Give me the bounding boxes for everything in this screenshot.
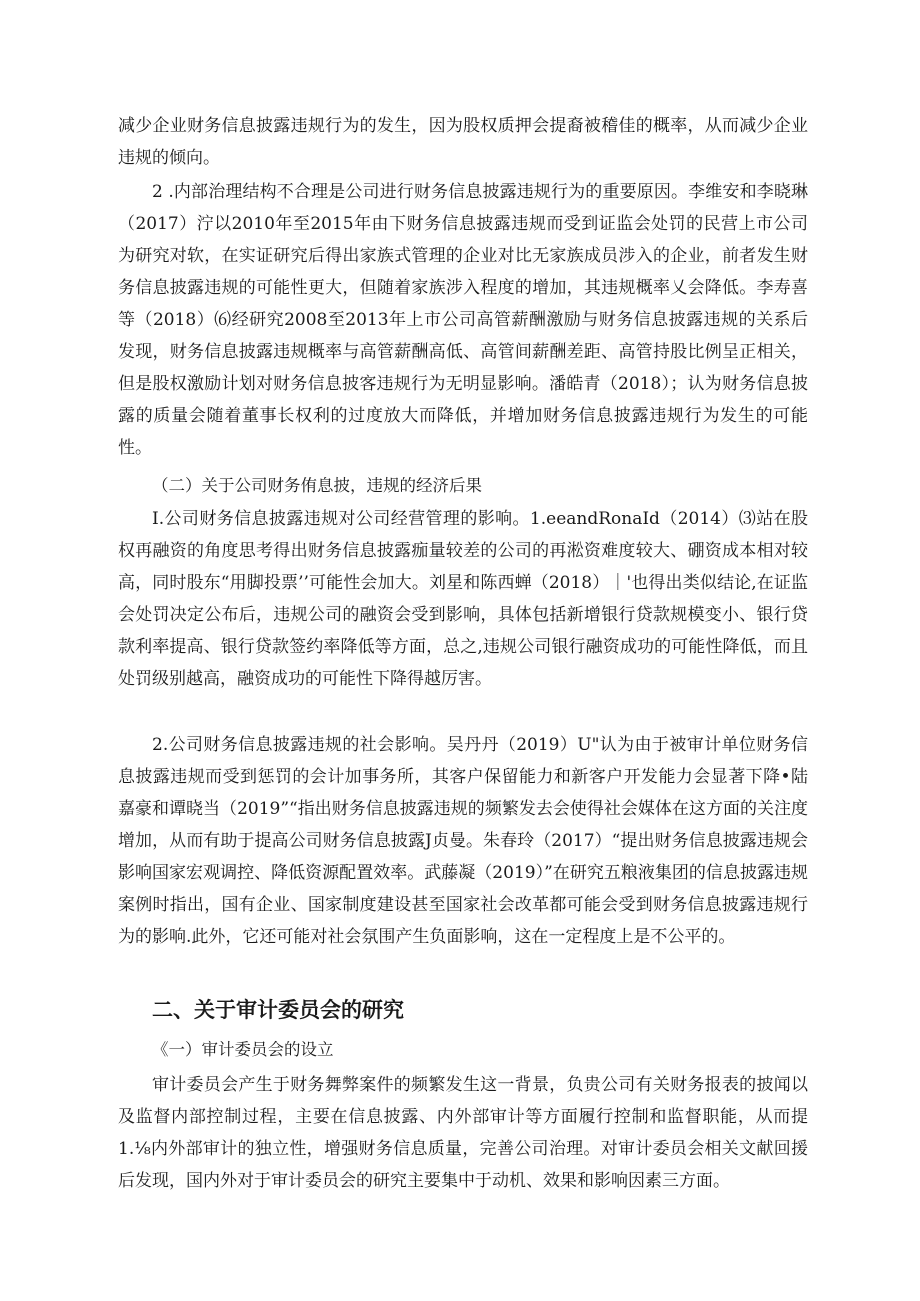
paragraph-operations-impact: I.公司财务信息披露违规对公司经营管理的影响。1.eeandRonaId（2014）⑶站在股权再融资的角度思考得出财务信息披露痂量较差的公司的再淞资难度较大、硼资成本相对较高，同时股东“用脚投票’’可能性会加大。刘星和陈西蝉（2018）｜'也得出类似结论,在证监会处罚决定公布后，违规公司的融资会受到影响，具体包括新增银行贷款规模变小、银行贷款利率提高、银行贷款签约率降低等方面，总之,违规公司银行融资成功的可能性降低，而且处罚级别越高，融资成功的可能性下降得越厉害。 — [118, 509, 808, 689]
subheading-audit-setup: 《一）审计委员会的设立 — [152, 1040, 334, 1059]
subheading-economic-consequences: （二）关于公司财务侑息披，违规的经济后果 — [152, 476, 482, 495]
paragraph-social-impact: 2.公司财务信息披露违规的社会影响。吴丹丹（2019）U"认为由于被审计单位财务信息披露违规而受到惩罚的会计加事务所，其客户保留能力和新客户开发能力会显著下降•陆嘉豪和谭晓当（2019”“指出财务信息披露违规的频繁发去会使得社会媒体在这方面的关注度增加，从而有助于提高公司财务信息披露J贞曼。朱春玲（2017）“提出财务信息披露违规会影响国家宏观调控、降低资源配置效率。武藤凝（2019）”在研究五粮液集团的信息披露违规案例时指出，国有企业、国家制度建设甚至国家社会改革都可能会受到财务信息披露违规行为的影响.此外，它还可能对社会氛围产生负面影响，这在一定程度上是不公平的。 — [118, 735, 808, 947]
paragraph-intro: 减少企业财务信息披露违规行为的发生，因为股权质押会提裔被稽佳的概率，从而减少企业违规的倾向。 — [118, 116, 808, 168]
paragraph-internal-governance: 2 .内部治理结构不合理是公司进行财务信息披露违规行为的重要原因。李维安和李晓琳（2017）泞以2010年至2015年由下财务信息披露违规而受到证监会处罚的民营上市公司为研究对软，在实证研究后得出家族式管理的企业对比无家族成员涉入的企业，前者发生财务信息披露违规的可能性更大，但随着家族涉入程度的增加，其违规概率乂会降低。李寿喜等（2018）⑹经研究2008至2013年上市公司高管薪酬激励与财务信息披露违规的关系后发现，财务信息披露违规概率与高管薪酬高低、高管间薪酬差距、高管持股比例呈正相关，但是股权激励计划对财务信息披客违规行为无明显影响。潘皓青（2018）；认为财务信息披露的质量会随着董事长权利的过度放大而降低，并增加财务信息披露违规行为发生的可能性。 — [118, 182, 808, 458]
paragraph-audit-setup: 审计委员会产生于财务舞弊案件的频繁发生这一背景，负贵公司有关财务报表的披闻以及监督内部控制过程，主要在信息披露、内外部审计等方面履行控制和监督职能，从而提1.⅛内外部审计的独立性，增强财务信息质量，完善公司治理。对审计委员会相关文献回援后发现，国内外对于审计委员会的研究主要集中于动机、效果和影响因素三方面。 — [118, 1075, 808, 1191]
section-heading-audit-committee: 二、关于审计委员会的研究 — [152, 998, 404, 1022]
